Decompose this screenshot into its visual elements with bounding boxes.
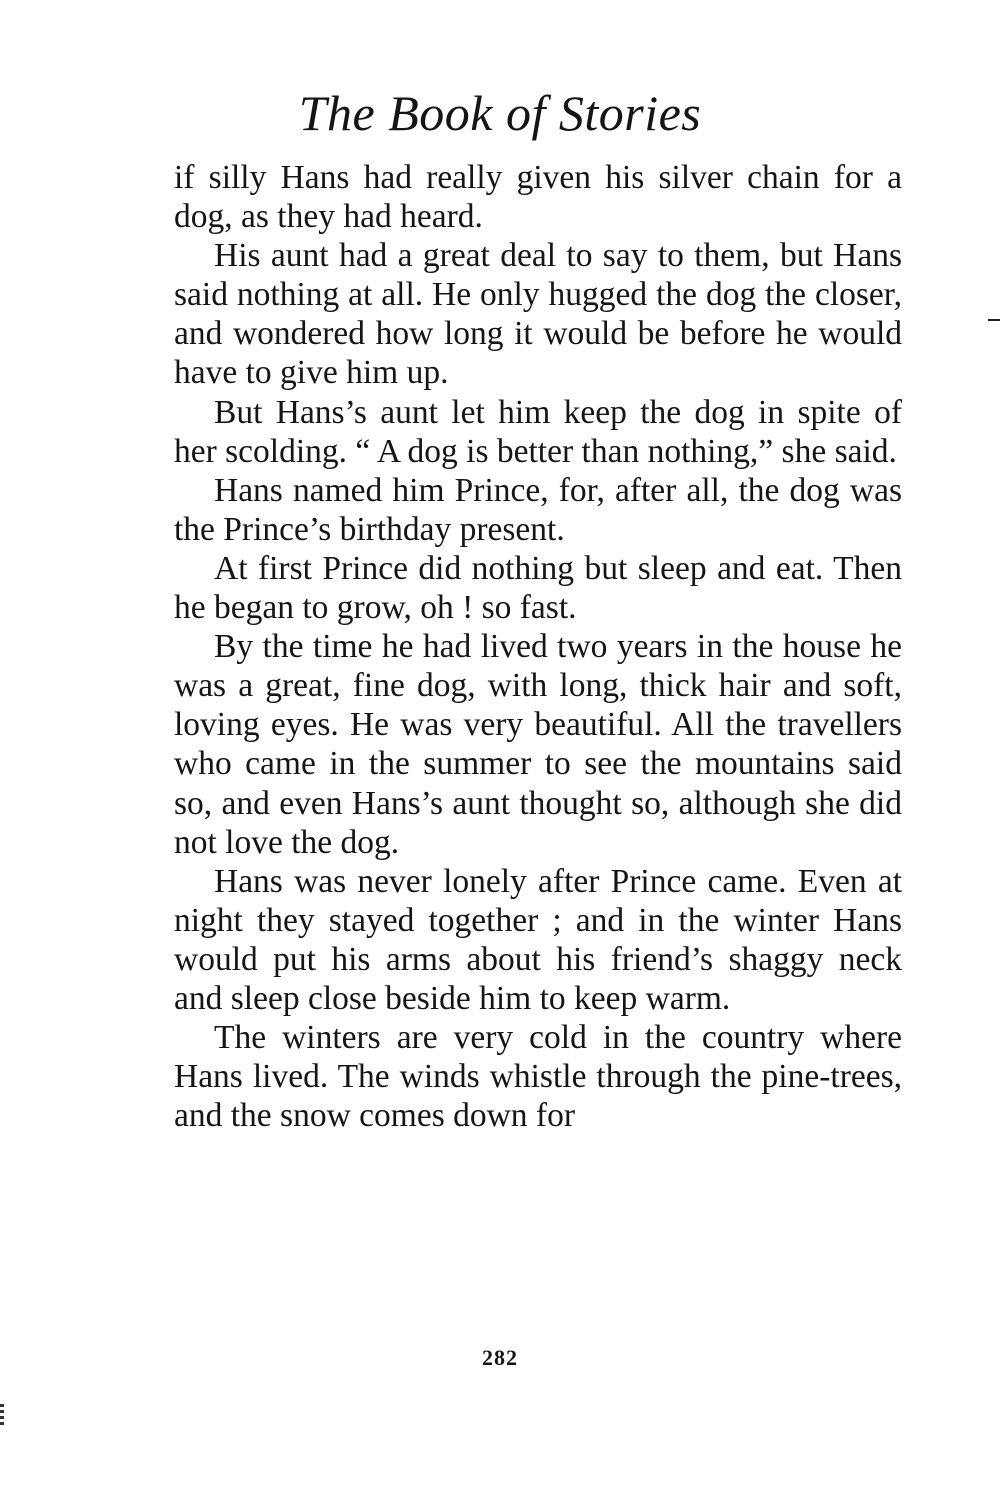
- paragraph: Hans named him Prince, for, after all, the dog was the Prince’s birthday present.: [174, 471, 902, 548]
- paragraph: The winters are very cold in the country where Hans lived. The winds whistle through the pine-trees, and the snow comes down for: [174, 1019, 902, 1135]
- paragraph: Hans was never lonely after Prince came. Even at night they stayed together ; and in the winter Hans would put his arms about his friend’s shaggy neck and sleep close beside him to keep warm.: [174, 862, 902, 1017]
- page-number: 282: [482, 1345, 518, 1370]
- paragraph: By the time he had lived two years in the house he was a great, fine dog, with long, thick hair and soft, loving eyes. He was very beautiful. All the travellers who came in the summer to see the mountains said so, and even Hans’s aunt thought so, although she did not love the dog.: [174, 628, 902, 861]
- paragraph: At first Prince did nothing but sleep and eat. Then he began to grow, oh ! so fast.: [174, 549, 902, 627]
- body-text: [174, 158, 902, 1135]
- running-head-title: The Book of Stories: [298, 85, 702, 141]
- scan-margin-speck: [0, 1404, 4, 1426]
- paragraph-continued: if silly Hans had really given his silver chain for a dog, as they had heard.: [174, 159, 902, 236]
- scan-edge-mark: [988, 319, 1000, 321]
- paragraph: His aunt had a great deal to say to them, but Hans said nothing at all. He only hugged the dog the closer, and wondered how long it would be before he would have to give him up.: [174, 237, 902, 392]
- paragraph: But Hans’s aunt let him keep the dog in spite of her scolding. “ A dog is better than nothing,” she said.: [174, 393, 902, 470]
